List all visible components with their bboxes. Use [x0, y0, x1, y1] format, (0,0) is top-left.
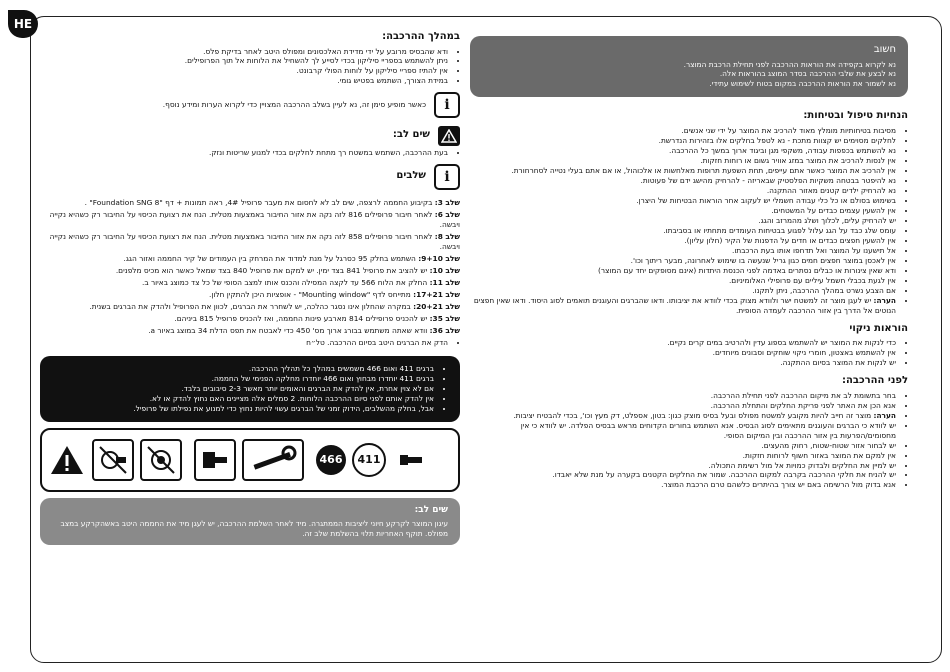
- list-item: • ברגים 411 יוחדרו מבחוץ ואום 466 יוחדרו מחלקה הפנימי של החממה.: [50, 374, 434, 384]
- step-text: בקיבוע החממה לרצפה, שים לב לא לחסום את מעבר פרופיל 4#, ראה תמונות + דף "Foundation SNG 8" .: [84, 198, 433, 208]
- step-label: שלב 36:: [429, 326, 460, 336]
- list-item: • בחר בתשומת לב את מיקום ההרכבה לפני תחילת ההרכבה.: [470, 391, 896, 401]
- list-item: • בשימוש בסולם או כל כלי עבודה חשמלי יש לעקוב אחר הוראות הבטיחות של היצרן.: [470, 196, 896, 206]
- step-item: [40, 266, 460, 276]
- step-item: [40, 198, 460, 208]
- no-tighten-icon: [92, 439, 134, 481]
- list-item: • ניתן להשתמש בספריי סיליקון בכדי לסייע לך להשחיל את הלוחות אל תוך הפרופילים.: [40, 56, 448, 66]
- list-item: • יש למיין את החלקים ולבדוק כמויות אל מול רשימת התכולה.: [470, 461, 896, 471]
- list-item: • אם הצבע נשרט במהלך ההרכבה, ניתן לתקנו.: [470, 286, 896, 296]
- info-icon: i: [434, 92, 460, 118]
- important-title: חשוב: [873, 44, 896, 55]
- list-item: • נא להרחיק ילדים קטנים מאזור ההתקנה.: [470, 186, 896, 196]
- important-line: נא לקרוא בקפידה את הוראות ההרכבה לפני תחילת הרכבת המוצר.: [683, 59, 896, 69]
- step-item: [40, 210, 460, 230]
- important-box: [470, 36, 908, 97]
- bolt-nut-icon: [194, 439, 236, 481]
- step-text: וודא שאתה משתמש בבורג ארוך מס' 450 כדי לאבטח את תפס הדלת 34 במוצג באיור a.: [148, 326, 428, 336]
- list-item: • נא להיפטר בבטחה משקיות הפלסטיק שבאריזה - להרחיק מהישג ידם של פעוטות.: [470, 176, 896, 186]
- list-item: • עומס שלג כבד על הגג עלול לפגוע בבטיחות העומדים מתחתיו או בסביבתו.: [470, 226, 896, 236]
- warning-icon: [438, 126, 460, 146]
- step-label: שלב 10:: [429, 266, 460, 276]
- list-item: • בעת ההרכבה, השתמש במשטח רך מתחת לחלקים בכדי למנוע שריטות ונזק.: [40, 148, 448, 158]
- list-item: • ברגים 411 ואום 466 משמשים במהלך כל תהליך ההרכבה.: [50, 364, 434, 374]
- left-column: [40, 30, 460, 545]
- note-label: הערה:: [873, 295, 896, 305]
- list-item: • אין למקם את המוצר באזור חשוף לרוחות חזקות.: [470, 451, 896, 461]
- nut-466-icon: 466: [316, 445, 346, 475]
- list-item: • יש לוודא כי הברגים והעוגנים מתאימים לסוג הבסיס. אנא השתמש בחורים הקדוחים מראש בבסיס הפלדה. יש לוודא כי אין מחסומים/הפרעות בין אזור ההרכבה ובין המיקום הסופי.: [470, 421, 896, 441]
- list-item: • אנא בדוק מול הרשימה באם יש צורך בהיתרים כלשהם טרם הרכבת המוצר.: [470, 480, 896, 490]
- step-text: החלק את הלוח 566 עד לקצה המסילה והכנס אותו למצב הסופי של כל צד כמוצג באיור ב.: [141, 278, 428, 288]
- note-text: מוצר זה חייב להיות מקובע למשטח מפולס ובעל בסיס מוצק כגון: בטון, אספלט, דק מעץ וכו', בכדי להבטיח יציבות.: [513, 410, 872, 420]
- step-label: שלב 20+21:: [413, 302, 460, 312]
- steps-title: שלבים: [396, 170, 426, 182]
- list-item: • אבל, בחלק מהשלבים, הידוק זמני של הברגים עשוי להיות נחוץ כדי למנוע את נפילתו של פרופיל.: [50, 404, 434, 414]
- cleaning-list: [470, 338, 908, 368]
- step-label: שלב 9+10:: [418, 254, 460, 264]
- before-title: לפני ההרכבה:: [842, 375, 908, 387]
- step-item: [40, 290, 460, 300]
- important-line: נא לבצע את שלבי ההרכבה בסדר המוצג בהוראות אלה.: [719, 69, 896, 79]
- list-item: • מסיבות בטיחותיות מומלץ מאוד להרכיב את המוצר על ידי שני אנשים.: [470, 126, 896, 136]
- safety-list: [470, 126, 908, 316]
- caution-title: שים לב:: [392, 129, 430, 141]
- step-item: [40, 302, 460, 312]
- before-note: [470, 411, 896, 421]
- info-note-row: [40, 92, 460, 118]
- list-item: • נא להשתמש בכפפות עבודה, משקפי מגן וביגוד ארוך במשך כל ההרכבה.: [470, 146, 896, 156]
- bolt-icon: [392, 441, 430, 479]
- step-text: לאחר חיבור פרופילים 858 לזה נקה את אזור החיבור באמצעות מטלית. הנח את רצועת הכיסוי על החיבור רק כשהיא נקייה ויבשה.: [49, 232, 460, 252]
- step-item: [40, 326, 460, 336]
- step-label: שלב 17+21:: [413, 290, 460, 300]
- list-item: • ודא שאין צינורות או כבלים נסתרים באדמה לפני הכנסת היתדות (אינם מסופקים יחד עם המוצר): [470, 266, 896, 276]
- list-item: • אין לאכסן במוצר חפצים חמים כגון גריל שנעשה בו שימוש לאחרונה, מבער ריתוך וכו'.: [470, 256, 896, 266]
- step-label: שלב 35:: [429, 314, 460, 324]
- list-item: • אין לגעת בכבלי חשמל עיליים עם פרופילי האלומיניום.: [470, 276, 896, 286]
- steps-list: [40, 198, 460, 348]
- bolt-411-icon: 411: [352, 443, 386, 477]
- list-item: • אם לא צוין אחרת, אין להדק את הברגים והאומים יותר מאשר 2-3 סיבובים בלבד.: [50, 384, 434, 394]
- list-item: • אין להשעין עצמים כבדים על המשטחים.: [470, 206, 896, 216]
- bolts-info-box: [40, 356, 460, 422]
- important-line: נא לשמור את הוראות ההרכבה במקום בטוח לשימוש עתידי.: [709, 79, 896, 89]
- list-item: • יש להרחיק עלים, לכלוך ושלג מהמרזב והגג.: [470, 216, 896, 226]
- list-item: • אין להשתמש באצטון, חומרי ניקוי שוחקים וסבונים מיוחדים.: [470, 348, 896, 358]
- info-icon: i: [434, 164, 460, 190]
- info-text: כאשר מופיע סימן זה, נא לעיין בשלב ההרכבה המצויין כדי לקרוא הערות ומידע נוסף.: [162, 100, 426, 110]
- icon-strip: [40, 428, 460, 492]
- bolts-info-list: [50, 364, 446, 414]
- list-item: • ודא שהבסיס מרובע על ידי מדידת האלכסונים ומפולס היטב לאחר בדיקת פלס.: [40, 47, 448, 57]
- steps-header: [40, 164, 460, 190]
- right-column: [470, 30, 908, 496]
- step-label: שלב 3:: [434, 198, 460, 208]
- hazard-icon: [48, 441, 86, 479]
- list-item: • אין להשעין חפצים כבדים או חדים על הדפנות של הקיר (חלון עליון).: [470, 236, 896, 246]
- before-list: [470, 391, 908, 491]
- final-step-list: [40, 338, 460, 348]
- caution-list: [40, 148, 460, 158]
- attention-text: עיגון המוצר לקרקע חיוני ליציבות הממתגרה. מיד לאחר השלמת ההרכבה, יש לעגן מיד את החממה היטב באשהקרקע במצב מפולס. תוקף האחריות תלוי בהשלמת שלב זה.: [60, 519, 448, 539]
- step-text: במקרה שהחלון אינו נסגר כהלכה, יש לשחרר את הברגים, לכוון את הפרופיל ולהדק את הברגים בשנית.: [89, 302, 411, 312]
- list-item: • אין להדק אותם לפני סיום ההרכבה הלוחות. 2 סמלים אלה מציינים האם נחוץ להדק או לא.: [50, 394, 434, 404]
- step-text: יש להכניס פרופילים 814 מארבע פינות החממה, ואז להכניס פרופיל 815 ביניהם.: [174, 314, 428, 324]
- step-item: [40, 278, 460, 288]
- list-item: • כדי לנקות את המוצר יש להשתמש בספוג עדין ולהרטיב במים קרים נקיים.: [470, 338, 896, 348]
- list-item: • אין להרכיב את המוצר כאשר אתם עייפים, תחת השפעת תרופות מאלחשות או אלכוהול, או אם אתם בעלי נטייה לסחרחורת.: [470, 166, 896, 176]
- cleaning-title: הוראות ניקוי: [849, 322, 908, 334]
- list-item: • יש לנקות את המוצר בסיום ההתקנה.: [470, 358, 896, 368]
- during-title: במהלך ההרכבה:: [382, 31, 460, 42]
- step-label: שלב 6:: [434, 210, 460, 220]
- step-label: שלב 11:: [429, 278, 460, 288]
- list-item: • יש לבחור אזור שטוח-שטוח, רחוק מהעצים.: [470, 441, 896, 451]
- step-text: מתייחס לדף "Mounting window" - אופציות היכן להתקין חלון.: [208, 290, 411, 300]
- note-label: הערה:: [873, 410, 896, 420]
- step-text: יש להציב את פרופיל 841 בצד ימין. יש למקם את פרופיל 840 בצד שמאל כאשר הוא מכיס מלפנים.: [115, 266, 428, 276]
- list-item: • אל תישענו על המוצר ואל תדחפו אותו בעת הרכבתו.: [470, 246, 896, 256]
- attention-title: שים לב:: [414, 505, 448, 516]
- wrench-icon: [242, 439, 304, 481]
- no-tighten-icon: [140, 439, 182, 481]
- during-list: [40, 47, 460, 87]
- list-item: • אין להתיז ספריי סיליקון על לוחות הפולי קרבונט.: [40, 66, 448, 76]
- list-item: • במידת הצורך, השתמש בפטיש גומי.: [40, 76, 448, 86]
- step-text: השתמש בחלק 95 כסרגל על מנת למדוד את המרחק בין העמודים של קיר החממה ואזור הגג.: [123, 254, 416, 264]
- list-item: • יש להניח את חלקי ההרכבה בקרבה למקום ההרכבה. שמור את החלקים הקטנים בקערה על מנת שלא יאבדו.: [470, 470, 896, 480]
- list-item: • הדק את הברגים היטב בסיום ההרכבה. טל״ח: [40, 338, 448, 348]
- list-item: • לחלקים מסוימים יש קצוות מתכת - נא לטפל בחלקים אלו בזהירות הנדרשת.: [470, 136, 896, 146]
- language-badge: HE: [8, 10, 38, 38]
- safety-title: הנחיות טיפול ובטיחות:: [803, 110, 908, 122]
- step-item: [40, 232, 460, 252]
- safety-note: [470, 296, 896, 316]
- step-item: [40, 314, 460, 324]
- note-text: יש לעגן מוצר זה למשטח ישר ולוודא מצוק בכדי לוודא את יציבותו. ודאו שהברגים והעוגנים תואמים לסוג היסוד. ודאו שאין חפצים הנוטים אל הדרך בין אזור ההרכבה לעמדה הסופית.: [473, 295, 896, 315]
- step-item: [40, 254, 460, 264]
- attention-box: [40, 498, 460, 545]
- caution-header: [40, 126, 460, 146]
- step-label: שלב 8:: [434, 232, 460, 242]
- step-text: לאחר חיבור פרופילים 816 לזה נקה את אזור החיבור באמצעות מטלית. הנח את רצועת הכיסוי על החיבור רק כשהיא נקייה ויבשה.: [49, 210, 460, 230]
- list-item: • אין לנסות להרכיב את המוצר במזג אוויר גשום או רוחות חזקות.: [470, 156, 896, 166]
- list-item: • אנא הכן את האתר לפני פריקת החלקים והתחלת ההרכבה.: [470, 401, 896, 411]
